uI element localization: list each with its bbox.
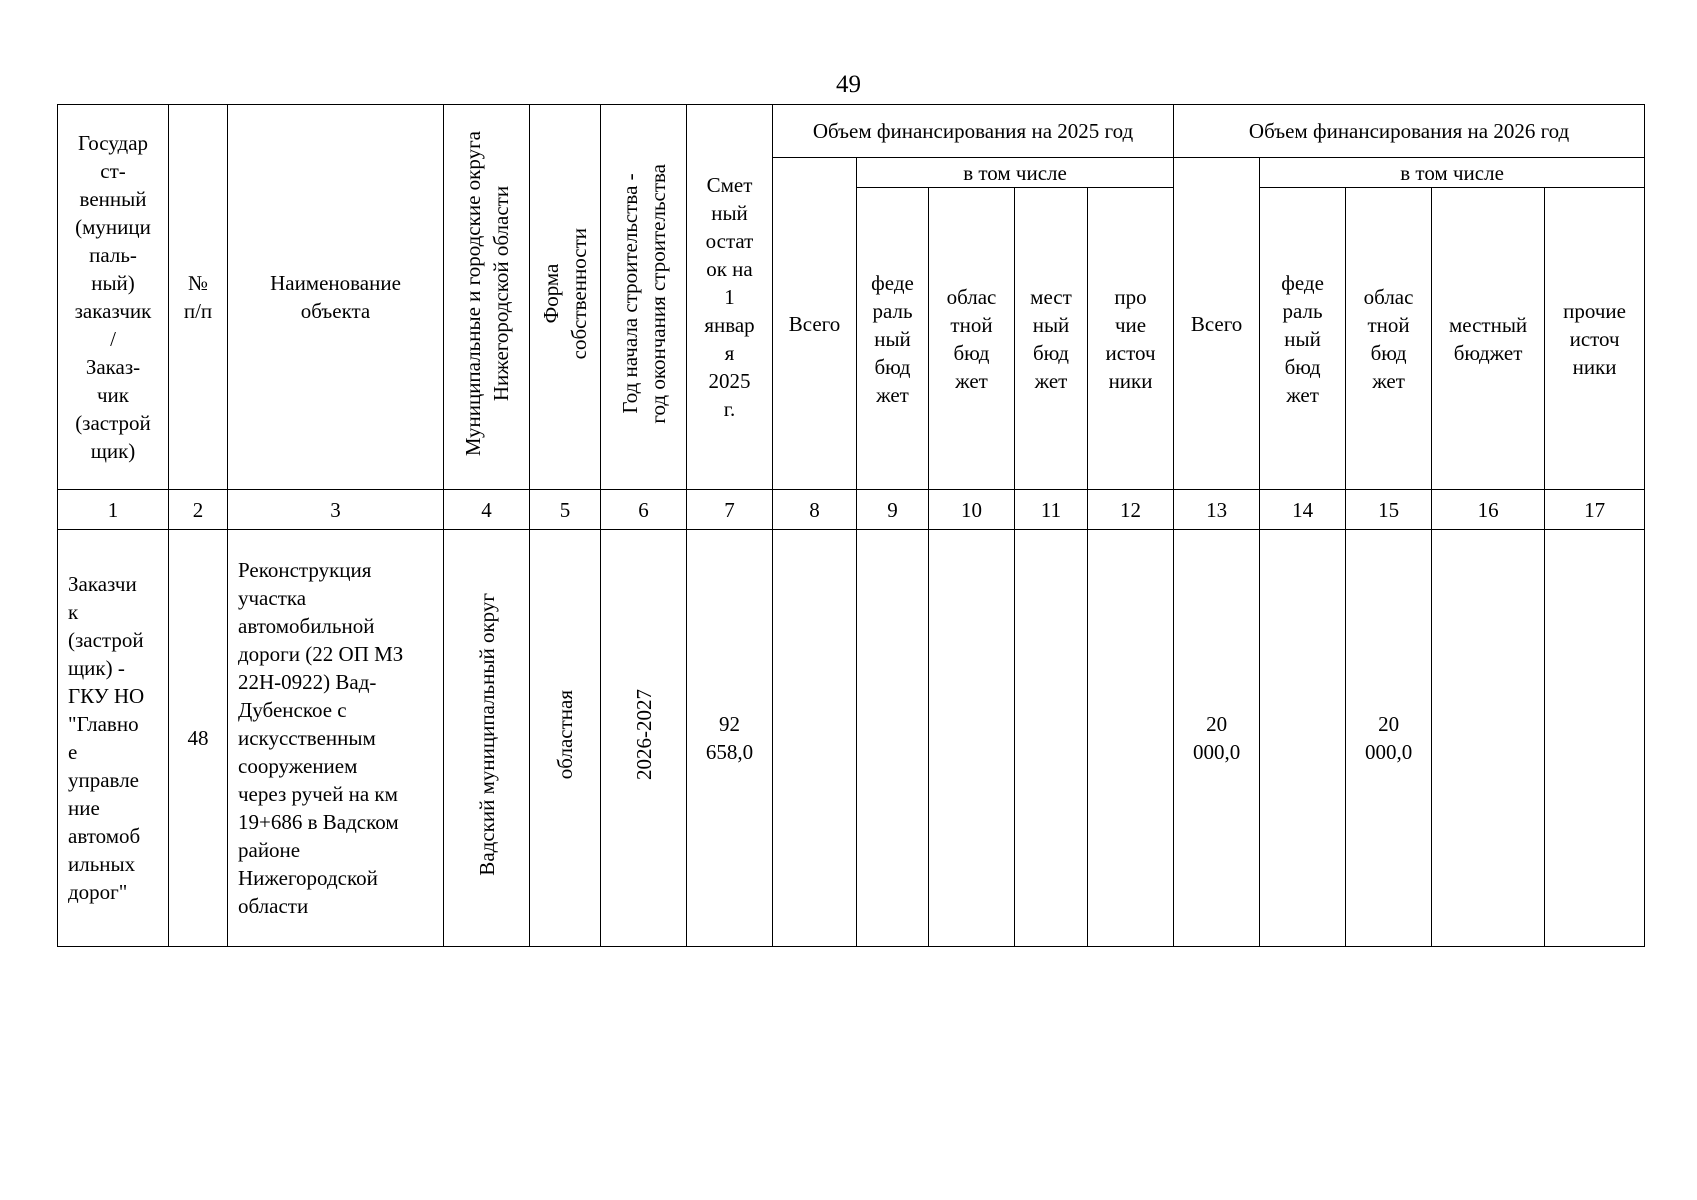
column-number: 3 [228, 490, 444, 530]
header-ownership: Форма собственности [530, 105, 601, 490]
cell-municipality: Вадский муниципальный округ [444, 530, 530, 947]
cell-other-2026 [1545, 530, 1645, 947]
header-financing-2025: Объем финансирования на 2025 год [773, 105, 1174, 158]
cell-ownership: областная [530, 530, 601, 947]
cell-regional-2026: 20 000,0 [1346, 530, 1432, 947]
table-row [58, 530, 1645, 947]
cell-customer: Заказчи к (застрой щик) - ГКУ НО "Главно е управле ние автомоб ильных дорог" [58, 530, 169, 947]
column-number: 17 [1545, 490, 1645, 530]
column-number: 11 [1015, 490, 1088, 530]
cell-federal-2026 [1260, 530, 1346, 947]
cell-total-2026: 20 000,0 [1174, 530, 1260, 947]
column-number: 9 [857, 490, 929, 530]
header-total-2025: Всего [773, 158, 857, 490]
header-other-2026: прочие источ ники [1545, 188, 1645, 490]
header-object-name: Наименование объекта [228, 105, 444, 490]
header-including-2025: в том числе [857, 158, 1174, 188]
header-municipalities: Муниципальные и городские округа Нижегородской области [444, 105, 530, 490]
column-number: 10 [929, 490, 1015, 530]
header-regional-2026: облас тной бюд жет [1346, 188, 1432, 490]
financing-table [57, 104, 1645, 947]
cell-object-name: Реконструкция участка автомобильной дороги (22 ОП МЗ 22Н-0922) Вад- Дубенское с искусственным сооружением через ручей на км 19+686 в Вадском районе Нижегородской области [228, 530, 444, 947]
cell-local-2026 [1432, 530, 1545, 947]
header-estimated-balance: Смет ный остат ок на 1 январ я 2025 г. [687, 105, 773, 490]
header-other-2025: про чие источ ники [1088, 188, 1174, 490]
column-number: 7 [687, 490, 773, 530]
header-customer: Государ ст- венный (муници паль- ный) заказчик / Заказ- чик (застрой щик) [58, 105, 169, 490]
column-number: 14 [1260, 490, 1346, 530]
header-local-2026: местный бюджет [1432, 188, 1545, 490]
column-number: 15 [1346, 490, 1432, 530]
column-number: 1 [58, 490, 169, 530]
page-number: 49 [836, 71, 861, 98]
header-including-2026: в том числе [1260, 158, 1645, 188]
cell-total-2025 [773, 530, 857, 947]
header-number: № п/п [169, 105, 228, 490]
cell-estimated-balance: 92 658,0 [687, 530, 773, 947]
cell-other-2025 [1088, 530, 1174, 947]
column-number: 12 [1088, 490, 1174, 530]
column-number: 13 [1174, 490, 1260, 530]
header-years: Год начала строительства - год окончания строительства [601, 105, 687, 490]
cell-local-2025 [1015, 530, 1088, 947]
header-federal-2025: феде раль ный бюд жет [857, 188, 929, 490]
column-numbers-row [58, 490, 1645, 530]
column-number: 2 [169, 490, 228, 530]
header-total-2026: Всего [1174, 158, 1260, 490]
header-federal-2026: феде раль ный бюд жет [1260, 188, 1346, 490]
cell-number: 48 [169, 530, 228, 947]
header-regional-2025: облас тной бюд жет [929, 188, 1015, 490]
column-number: 6 [601, 490, 687, 530]
column-number: 4 [444, 490, 530, 530]
column-number: 8 [773, 490, 857, 530]
header-local-2025: мест ный бюд жет [1015, 188, 1088, 490]
header-financing-2026: Объем финансирования на 2026 год [1174, 105, 1645, 158]
column-number: 5 [530, 490, 601, 530]
cell-regional-2025 [929, 530, 1015, 947]
cell-years: 2026-2027 [601, 530, 687, 947]
cell-federal-2025 [857, 530, 929, 947]
column-number: 16 [1432, 490, 1545, 530]
